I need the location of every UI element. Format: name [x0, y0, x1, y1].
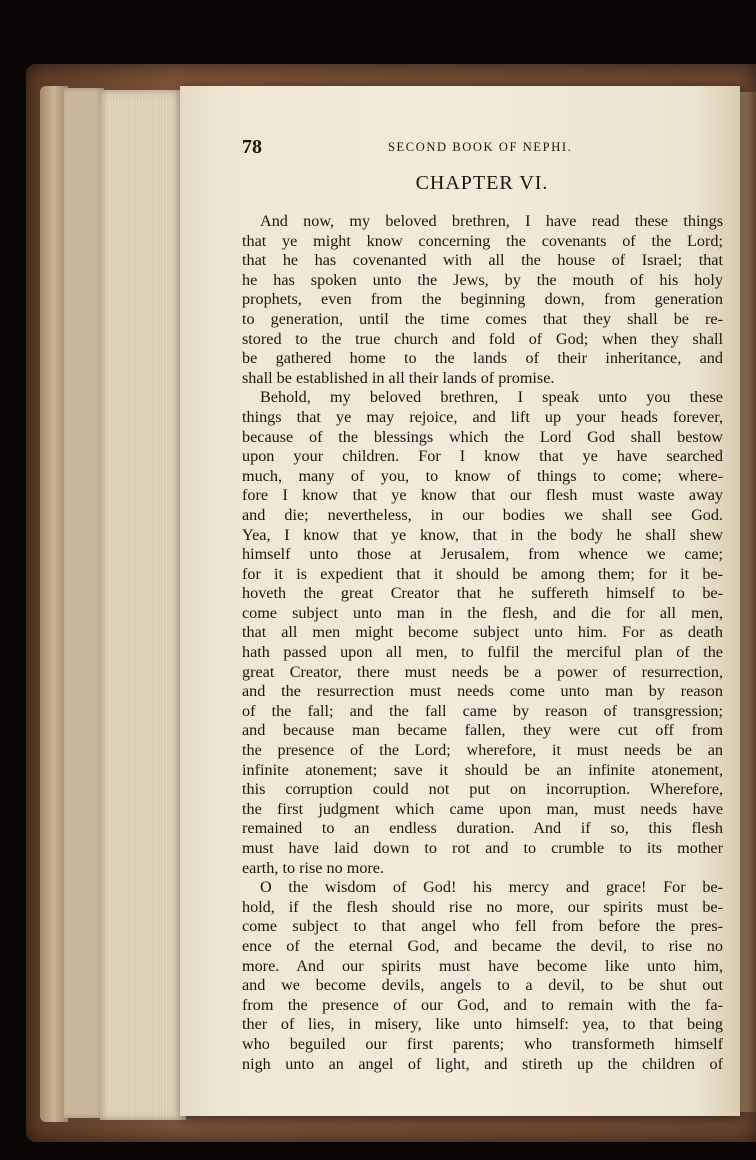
text-line: come subject to that angel who fell from before the pres- — [242, 917, 723, 936]
text-line: remained to an endless duration. And if so, this flesh — [242, 819, 723, 838]
text-line: Yea, I know that ye know, that in the body he shall shew — [242, 525, 723, 544]
chapter-title: CHAPTER VI. — [415, 172, 549, 194]
text-line: ther of lies, in misery, like unto himself: yea, to that being — [242, 1015, 723, 1034]
text-line: come subject unto man in the flesh, and die for all men, — [242, 603, 723, 622]
page-header — [242, 136, 722, 160]
text-line: and because man became fallen, they were cut off from — [242, 721, 723, 740]
text-line: the presence of the Lord; wherefore, it must needs be an — [242, 741, 723, 760]
chapter-body-text — [242, 212, 723, 1074]
text-line: hoveth the great Creator that he suffereth himself to be- — [242, 584, 723, 603]
text-line: and die; nevertheless, in our bodies we shall see God. — [242, 505, 723, 524]
cover-right-edge — [738, 92, 756, 1112]
text-line: fore I know that ye know that our flesh must waste away — [242, 486, 723, 505]
text-line: hold, if the flesh should rise no more, our spirits must be- — [242, 897, 723, 916]
back-flyleaf — [64, 88, 104, 1118]
text-line: much, many of you, to know of things to come; where- — [242, 466, 723, 485]
text-line: nigh unto an angel of light, and stireth up the children of — [242, 1054, 723, 1073]
text-line: himself unto those at Jerusalem, from whence we came; — [242, 545, 723, 564]
text-line: be gathered home to the lands of their inheritance, and — [242, 349, 723, 368]
running-head: SECOND BOOK OF NEPHI. — [388, 140, 573, 154]
text-line: shall be established in all their lands of promise. — [242, 368, 555, 387]
text-line: he has spoken unto the Jews, by the mouth of his holy — [242, 270, 723, 289]
text-line: great Creator, there must needs be a power of resurrection, — [242, 662, 723, 681]
page-block-edges — [100, 90, 186, 1120]
text-line: O the wisdom of God! his mercy and grace! For be- — [260, 878, 723, 897]
text-line: must have laid down to rot and to crumble to its mother — [242, 839, 723, 857]
text-line: ence of the eternal God, and became the devil, to rise no — [242, 936, 723, 955]
text-line: hath passed upon all men, to fulfil the merciful plan of the — [242, 643, 723, 662]
text-line: who beguiled our first parents; who transformeth himself — [242, 1034, 723, 1053]
text-line: infinite atonement; save it should be an infinite atonement, — [242, 760, 723, 779]
text-line: that he has covenanted with all the house of Israel; that — [242, 251, 723, 270]
text-line: prophets, even from the beginning down, from generation — [242, 290, 723, 309]
text-line: because of the blessings which the Lord God shall bestow — [242, 427, 723, 446]
text-line: to generation, until the time comes that they shall be re- — [242, 309, 723, 328]
text-line: from the presence of our God, and to remain with the fa- — [242, 995, 723, 1014]
text-line: things that ye may rejoice, and lift up your heads forever, — [242, 407, 723, 426]
text-line: and we become devils, angels to a devil, to be shut out — [242, 976, 723, 995]
text-line: Behold, my beloved brethren, I speak unto you these — [260, 388, 723, 407]
text-line: the first judgment which came upon man, must needs have — [242, 799, 723, 818]
page-number: 78 — [242, 136, 262, 158]
text-line: this corruption could not put on incorruption. Wherefore, — [242, 780, 723, 799]
text-line: that ye might know concerning the covenants of the Lord; — [242, 231, 723, 250]
text-line: that all men might become subject unto him. For as death — [242, 623, 723, 642]
text-line: stored to the true church and fold of God; when they shall — [242, 329, 723, 348]
text-line: more. And our spirits must have become like unto him, — [242, 956, 723, 975]
text-line: earth, to rise no more. — [242, 858, 385, 877]
text-line: upon your children. For I know that ye have searched — [242, 447, 723, 466]
text-line: for it is expedient that it should be among them; for it be- — [242, 564, 723, 583]
text-line: and the resurrection must needs come unto man by reason — [242, 682, 723, 701]
text-line: of the fall; and the fall came by reason of transgression; — [242, 701, 723, 720]
text-line: And now, my beloved brethren, I have read these things — [260, 212, 723, 230]
